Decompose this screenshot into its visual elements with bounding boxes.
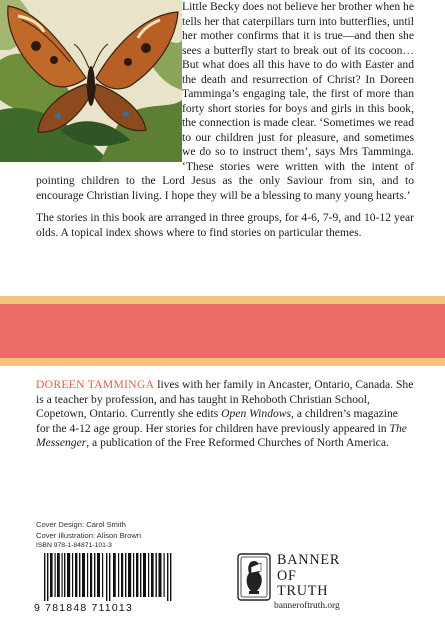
yellow-stripe-bottom bbox=[0, 358, 445, 366]
publisher-line-2: OF bbox=[277, 567, 297, 584]
red-band bbox=[0, 304, 445, 358]
publisher-name bbox=[277, 553, 340, 600]
author-bio bbox=[36, 378, 414, 451]
cover-credits bbox=[36, 520, 141, 541]
author-bio-part-1: lives with her family in Ancaster, Ontario, Canada. She is a teacher by profession, and has taught in Rehoboth Christian School, Copetown, Ontario. Currently she edits bbox=[36, 378, 414, 421]
magazine-title: Open Windows bbox=[221, 407, 292, 421]
barcode-digits: 9 781848 711013 bbox=[34, 602, 133, 614]
back-cover-blurb bbox=[36, 0, 414, 240]
periodical-title: The Messenger bbox=[36, 421, 407, 450]
blurb-paragraph-1: Little Becky does not believe her brother when he tells her that caterpillars turn into butterflies, until her mother confirms that it is true—and then she sees a butterfly start to break out of its cocoon… But what does all this have to do with Easter and the death and resurrection of Christ? In Doreen Tamminga’s engaging tale, the first of more than forty short stories for boys and girls in this book, the connection is made clear. ‘Sometimes we read to our children just for pleasure, and sometimes we do so to instruct them’, says Mrs Tamminga. ‘These stories were written with the intent of pointing children to the Lord Jesus as the only Saviour from sin, and to encourage Christian living. I hope they will be a blessing to many young hearts.’ bbox=[36, 0, 414, 202]
yellow-stripe-top bbox=[0, 296, 445, 304]
barcode-icon bbox=[36, 553, 182, 601]
author-bio-part-3: , a publication of the Free Reformed Churches of North America. bbox=[86, 436, 389, 450]
publisher-website: banneroftruth.org bbox=[274, 601, 340, 611]
cover-illustration-credit: Cover Illustration: Alison Brown bbox=[36, 530, 142, 540]
publisher-line-3: TRUTH bbox=[277, 583, 329, 599]
publisher-line-1: BANNER bbox=[277, 552, 341, 568]
cover-design-credit: Cover Design: Carol Smith bbox=[36, 520, 126, 529]
author-name: DOREEN TAMMINGA bbox=[36, 378, 155, 391]
isbn-label: ISBN 978-1-84871-101-3 bbox=[36, 542, 112, 549]
banner-of-truth-emblem-icon bbox=[237, 553, 271, 601]
blurb-paragraph-2: The stories in this book are arranged in three groups, for 4-6, 7-9, and 10-12 year olds. A topical index shows where to find stories on particular themes. bbox=[36, 211, 414, 239]
author-bio-part-2: , a children’s magazine for the 4-12 age group. Her stories for children have previously appeared in bbox=[36, 407, 398, 435]
illustration-spacer bbox=[36, 0, 182, 160]
